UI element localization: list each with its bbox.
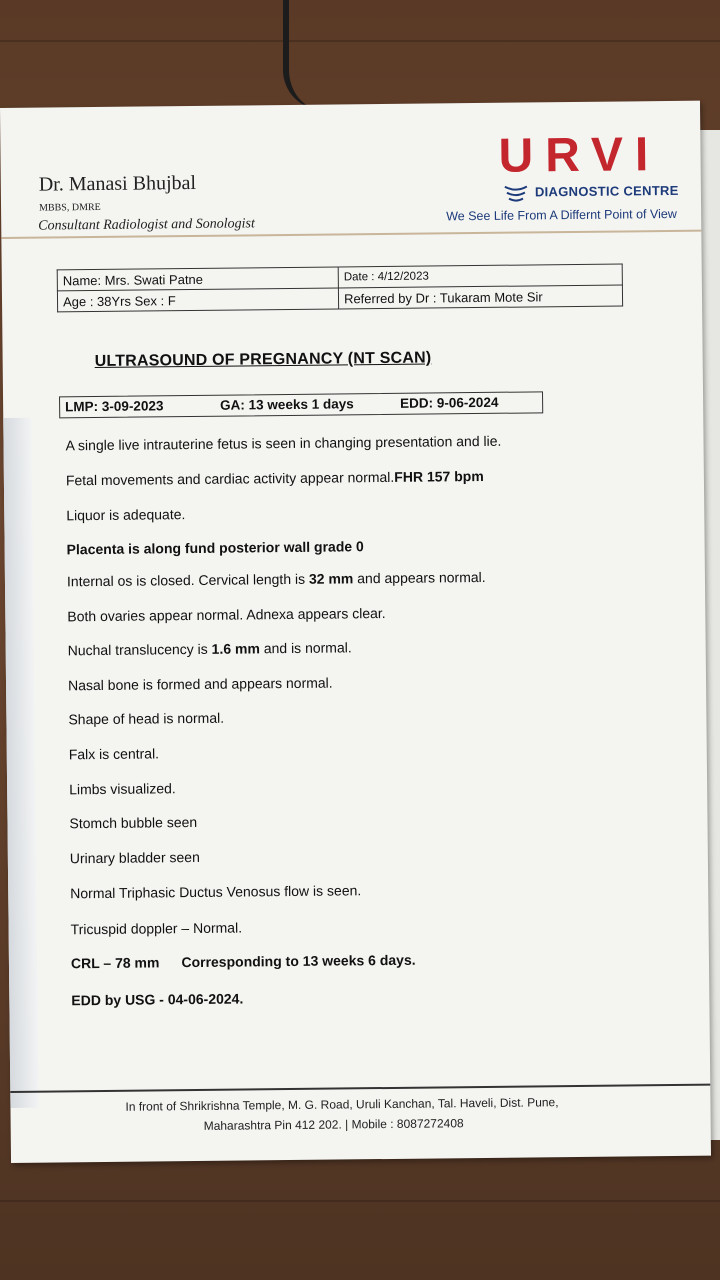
nt-value: 1.6 mm	[211, 640, 260, 657]
finding-line: Nasal bone is formed and appears normal.	[67, 674, 333, 694]
finding-text: Fetal movements and cardiac activity appear normal.	[65, 468, 395, 489]
tagline: We See Life From A Differnt Point of View	[446, 206, 677, 224]
finding-line: Falx is central.	[68, 745, 160, 763]
cervical-length: 32 mm	[308, 570, 354, 587]
wood-grain	[0, 1200, 720, 1202]
cable	[283, 0, 329, 110]
urvi-logo: URVI	[498, 128, 661, 183]
finding-text: and appears normal.	[353, 568, 486, 587]
report-title: ULTRASOUND OF PREGNANCY (NT SCAN)	[94, 349, 432, 371]
finding-line	[66, 468, 484, 488]
referred-by: Referred by Dr : Tukaram Mote Sir	[338, 285, 622, 309]
lmp-value: LMP: 3-09-2023	[65, 398, 164, 415]
finding-line: Limbs visualized.	[69, 780, 176, 798]
finding-line: Shape of head is normal.	[68, 709, 225, 728]
report-date: Date : 4/12/2023	[338, 264, 622, 288]
finding-line	[68, 639, 352, 658]
footer-divider	[10, 1084, 710, 1093]
patient-age-sex: Age : 38Yrs Sex : F	[57, 288, 338, 312]
patient-info-table	[57, 263, 623, 312]
finding-text: and is normal.	[259, 639, 352, 657]
doctor-degrees: MBBS, DMRE	[38, 201, 101, 214]
footer-address: In front of Shrikrishna Temple, M. G. Road, Uruli Kanchan, Tal. Haveli, Dist. Pune,	[125, 1095, 559, 1114]
wave-icon	[501, 182, 531, 204]
finding-line	[71, 952, 416, 972]
finding-line: Both ovaries appear normal. Adnexa appears clear.	[67, 604, 386, 625]
doctor-designation: Consultant Radiologist and Sonologist	[38, 216, 255, 234]
patient-name: Name: Mrs. Swati Patne	[57, 267, 338, 291]
dates-box	[59, 391, 543, 418]
finding-text: Nuchal translucency is	[67, 640, 212, 659]
finding-text: Internal os is closed. Cervical length is	[66, 570, 310, 590]
finding-line	[67, 569, 486, 589]
ga-value: GA: 13 weeks 1 days	[220, 396, 354, 413]
report-sheet	[0, 101, 711, 1163]
fhr-value: FHR 157 bpm	[394, 467, 484, 485]
finding-line: Liquor is adequate.	[66, 506, 186, 524]
finding-line: Normal Triphasic Ductus Venosus flow is seen.	[70, 882, 362, 902]
finding-line: A single live intrauterine fetus is seen in changing presentation and lie.	[65, 432, 502, 454]
binder-tape	[3, 418, 38, 1108]
crl-gestation: Corresponding to 13 weeks 6 days.	[181, 951, 416, 971]
crl-value: CRL – 78 mm	[70, 954, 160, 972]
finding-line: Placenta is along fund posterior wall grade 0	[66, 538, 364, 558]
finding-line: Urinary bladder seen	[69, 848, 200, 867]
finding-line: Stomch bubble seen	[69, 813, 198, 832]
logo-subtitle: DIAGNOSTIC CENTRE	[534, 182, 679, 200]
edd-value: EDD: 9-06-2024	[400, 394, 499, 411]
finding-line: Tricuspid doppler – Normal.	[70, 919, 243, 938]
finding-line: EDD by USG - 04-06-2024.	[71, 990, 244, 1009]
footer-contact: Maharashtra Pin 412 202. | Mobile : 8087272408	[203, 1116, 464, 1133]
doctor-name: Dr. Manasi Bhujbal	[38, 171, 197, 196]
wood-grain	[0, 40, 720, 42]
